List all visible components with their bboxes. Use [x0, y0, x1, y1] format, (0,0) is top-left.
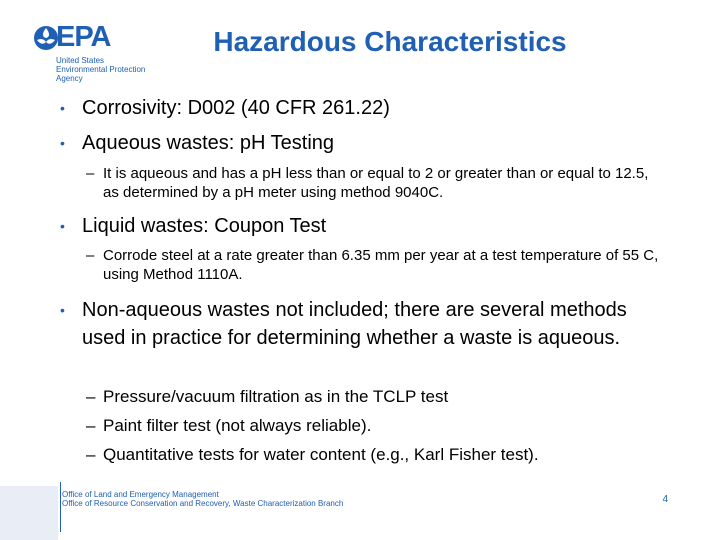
- dash-icon: –: [86, 416, 96, 435]
- footer-accent-band: [0, 486, 58, 540]
- bullet-icon: •: [60, 218, 65, 234]
- dash-icon: –: [86, 165, 95, 182]
- footer-divider: [60, 482, 61, 532]
- logo-subtitle: United States Environmental Protection Agency: [56, 56, 146, 83]
- bullet-icon: •: [60, 135, 65, 151]
- dash-icon: –: [86, 445, 96, 464]
- page-number: 4: [662, 494, 668, 505]
- bullet-icon: •: [60, 302, 65, 318]
- dash-icon: –: [86, 387, 96, 406]
- footer-office-text: Office of Land and Emergency Management Office of Resource Conservation and Recovery, Waste Characterization Branch: [62, 490, 344, 508]
- bullet-icon: •: [60, 100, 65, 116]
- logo-wordmark: EPA: [56, 21, 111, 53]
- dash-icon: –: [86, 247, 95, 264]
- slide-title: Hazardous Characteristics: [213, 26, 567, 57]
